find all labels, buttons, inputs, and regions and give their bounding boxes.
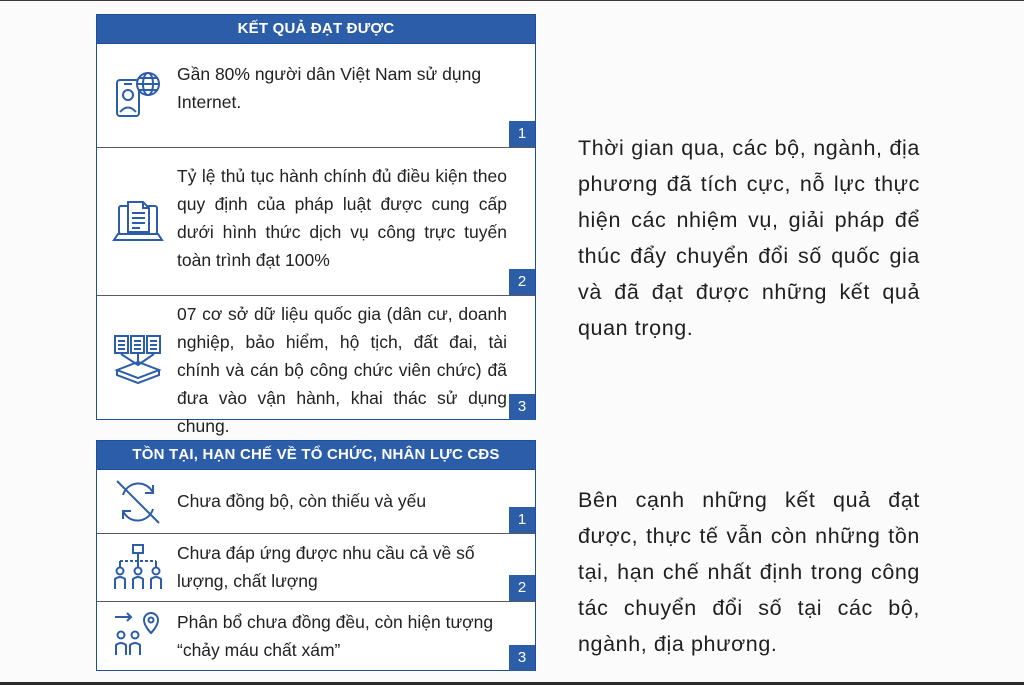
results-item-3-number: 3 — [509, 394, 535, 420]
results-item-2-number: 2 — [509, 269, 535, 295]
database-documents-icon — [111, 332, 165, 386]
intro-paragraph: Thời gian qua, các bộ, ngành, địa phương đã tích cực, nỗ lực thực hiện các nhiệm vụ, giải pháp để thúc đẩy chuyển đổi số quốc gia và đã đạt được những kết quả quan trọng. — [578, 136, 920, 340]
issues-item-1-number: 1 — [509, 507, 535, 533]
issues-item-1 — [97, 470, 535, 534]
issues-item-3-number: 3 — [509, 645, 535, 671]
results-item-2-text: Tỷ lệ thủ tục hành chính đủ điều kiện theo quy định của pháp luật được cung cấp dưới hình thức dịch vụ công trực tuyến toàn trình đạt 100% — [177, 166, 507, 270]
issues-panel — [96, 440, 536, 671]
issues-item-3-text: Phân bổ chưa đồng đều, còn hiện tượng “chảy máu chất xám” — [177, 612, 494, 660]
issues-item-3 — [97, 602, 535, 671]
issues-item-2-text: Chưa đáp ứng được nhu cầu cả về số lượng, chất lượng — [177, 543, 475, 591]
results-item-3 — [97, 296, 535, 436]
results-item-2 — [97, 148, 535, 296]
issues-item-1-text: Chưa đồng bộ, còn thiếu và yếu — [177, 491, 427, 511]
results-panel-title: KẾT QUẢ ĐẠT ĐƯỢC — [97, 15, 535, 44]
results-item-1-text: Gần 80% người dân Việt Nam sử dụng Internet. — [177, 64, 482, 112]
sync-disabled-icon — [111, 475, 165, 529]
issues-item-2-number: 2 — [509, 575, 535, 601]
results-item-1 — [97, 44, 535, 148]
laptop-document-icon — [111, 196, 165, 250]
results-item-3-text: 07 cơ sở dữ liệu quốc gia (dân cư, doanh nghiệp, bảo hiểm, hộ tịch, đất đai, tài chính và cán bộ công chức viên chức) đã đưa vào vận hành, khai thác sử dụng chung. — [177, 304, 507, 436]
people-relocation-icon — [111, 609, 165, 663]
limitations-paragraph: Bên cạnh những kết quả đạt được, thực tế vẫn còn những tồn tại, hạn chế nhất định trong công tác chuyển đổi số tại các bộ, ngành, địa phương. — [578, 488, 920, 656]
top-border-line — [0, 0, 1024, 1]
issues-item-2 — [97, 534, 535, 602]
people-network-icon — [111, 541, 165, 595]
issues-panel-title: TỒN TẠI, HẠN CHẾ VỀ TỔ CHỨC, NHÂN LỰC CĐS — [97, 441, 535, 470]
phone-globe-icon — [111, 68, 165, 122]
results-panel — [96, 14, 536, 436]
results-item-1-number: 1 — [509, 121, 535, 147]
